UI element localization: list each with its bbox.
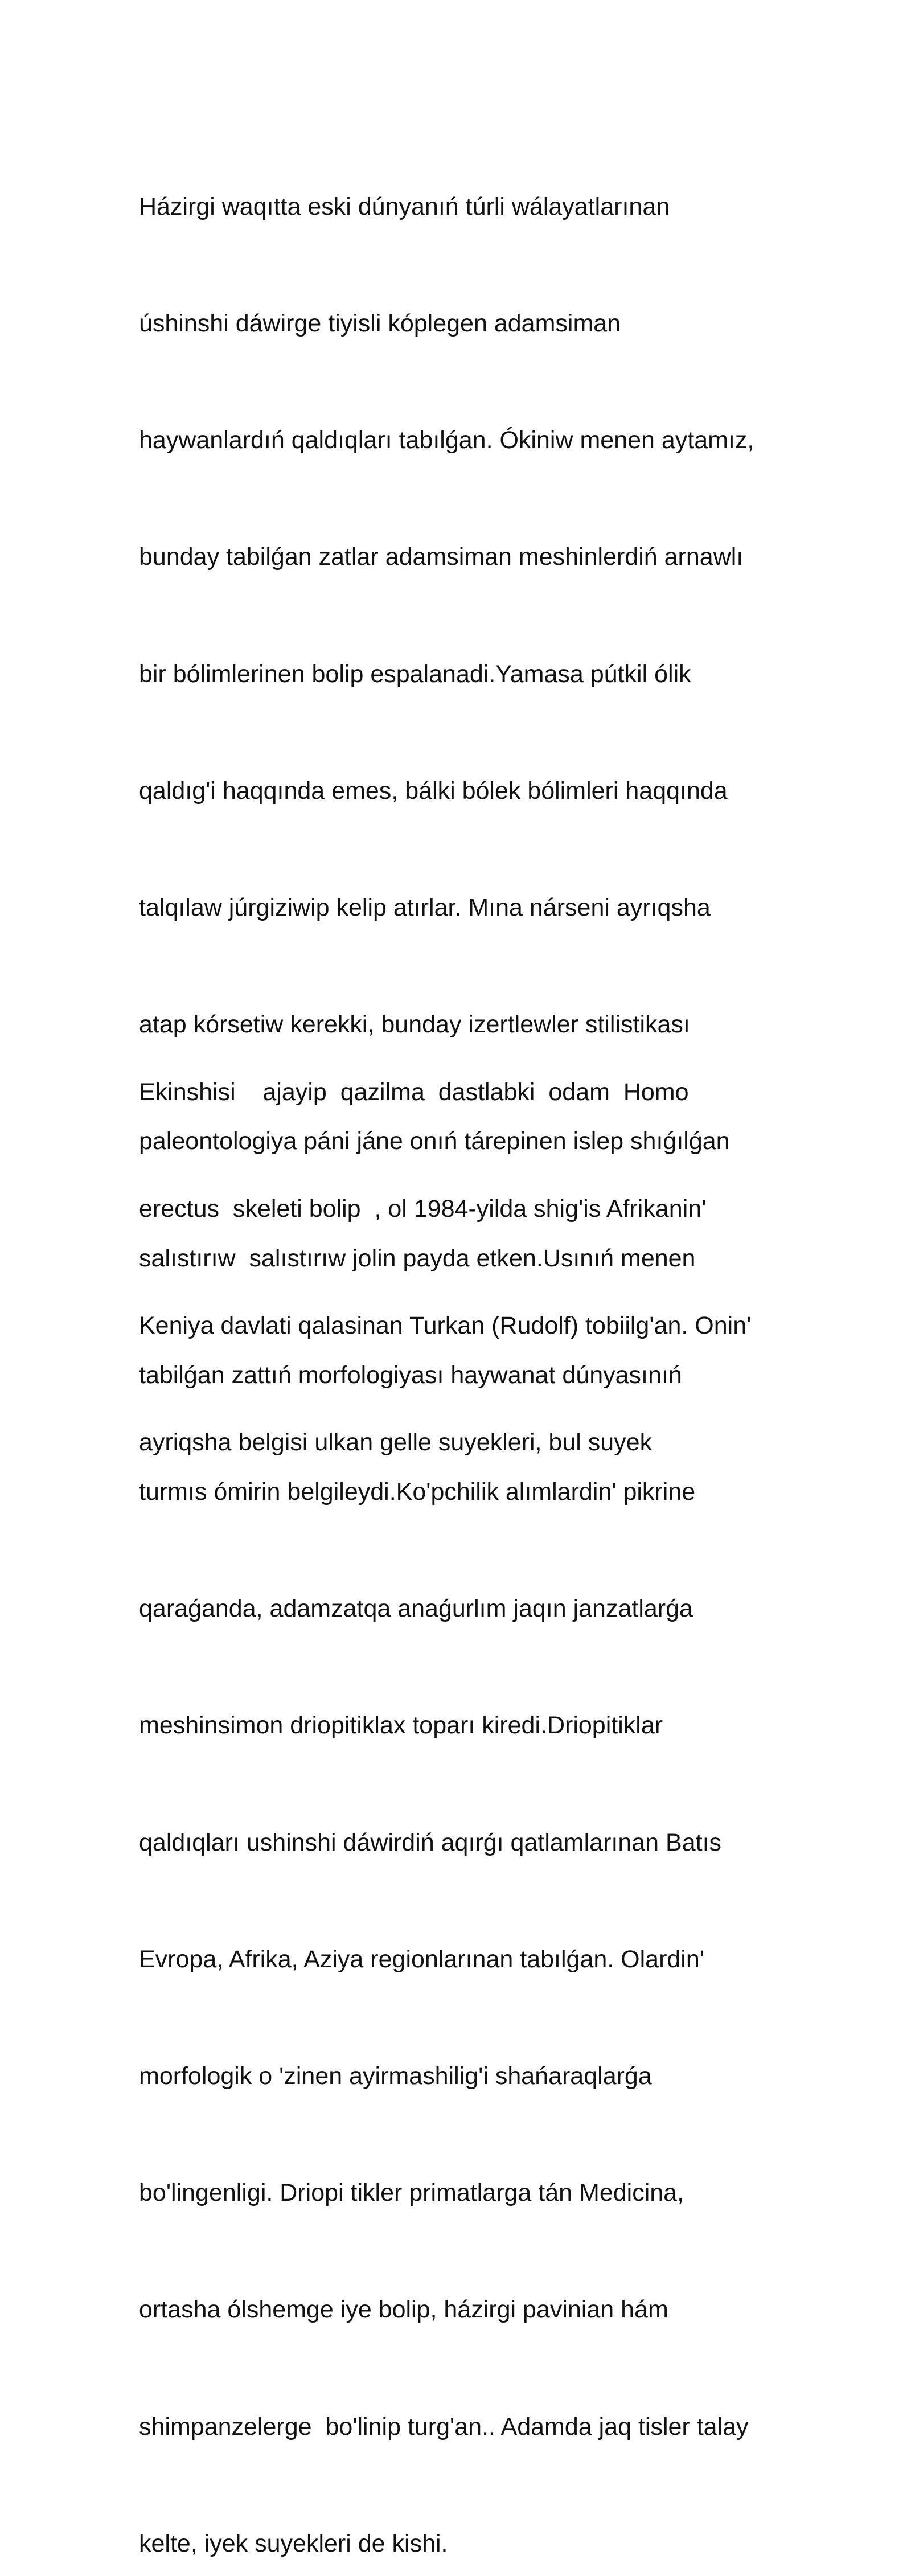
text-line: haywanlardıń qaldıqları tabılǵan. Ókiniw menen aytamız, [139, 426, 754, 454]
text-line: kelte, iyek suyekleri de kishi. [139, 2529, 448, 2557]
text-line: Házirgi waqıtta eski dúnyanıń túrli wálayatlarınan [139, 192, 670, 220]
text-line: bunday tabilǵan zatlar adamsiman meshinlerdiń arnawlı [139, 543, 744, 571]
text-line: salıstırıw salıstırıw jolin payda etken.Usınıń menen [139, 1244, 696, 1272]
text-line: bo'lingenligi. Driopi tikler primatlarga tán Medicina, [139, 2179, 684, 2207]
text-line: shimpanzelerge bo'linip turg'an.. Adamda jaq tisler talay [139, 2413, 749, 2440]
text-line: paleontologiya páni jáne onıń tárepinen islep shıǵılǵan [139, 1127, 730, 1155]
text-line: qaldıg'i haqqında emes, bálki bólek bólimleri haqqında [139, 777, 728, 805]
text-line: qaldıqları ushinshi dáwirdiń aqırǵı qatlamlarınan Batıs [139, 1828, 722, 1856]
text-line: bir bólimlerinen bolip espalanadi.Yamasa pútkil ólik [139, 660, 691, 688]
text-line: Keniya davlati qalasinan Turkan (Rudolf) tobiilg'an. Onin' [139, 1312, 752, 1340]
text-line: talqılaw júrgiziwip kelip atırlar. Mına nárseni ayrıqsha [139, 894, 711, 922]
text-line: atap kórsetiw kerekki, bunday izertlewler stilistikası [139, 1011, 690, 1039]
text-line: morfologik o 'zinen ayirmashilig'i shańaraqlarǵa [139, 2062, 652, 2090]
text-line: turmıs ómirin belgileydi.Ko'pchilik alımlardin' pikrine [139, 1478, 696, 1506]
text-line: Ekinshisi ajayip qazilma dastlabki odam Homo [139, 1078, 689, 1106]
text-line: qaraǵanda, adamzatqa anaǵurlım jaqın janzatlarǵa [139, 1595, 693, 1623]
text-line: ayriqsha belgisi ulkan gelle suyekleri, bul suyek [139, 1429, 653, 1457]
text-line: meshinsimon driopitiklax toparı kiredi.Driopitiklar [139, 1712, 663, 1740]
text-line: úshinshi dáwirge tiyisli kóplegen adamsiman [139, 310, 621, 338]
text-line: erectus skeleti bolip , ol 1984-yilda shig'is Afrikanin' [139, 1195, 707, 1223]
text-line: Evropa, Afrika, Aziya regionlarınan tabılǵan. Olardin' [139, 1945, 704, 1973]
text-line: tabilǵan zattıń morfologiyası haywanat dúnyasınıń [139, 1361, 682, 1389]
text-line: ortasha ólshemge iye bolip, házirgi pavinian hám [139, 2296, 668, 2324]
paragraph-2 [139, 995, 811, 1540]
